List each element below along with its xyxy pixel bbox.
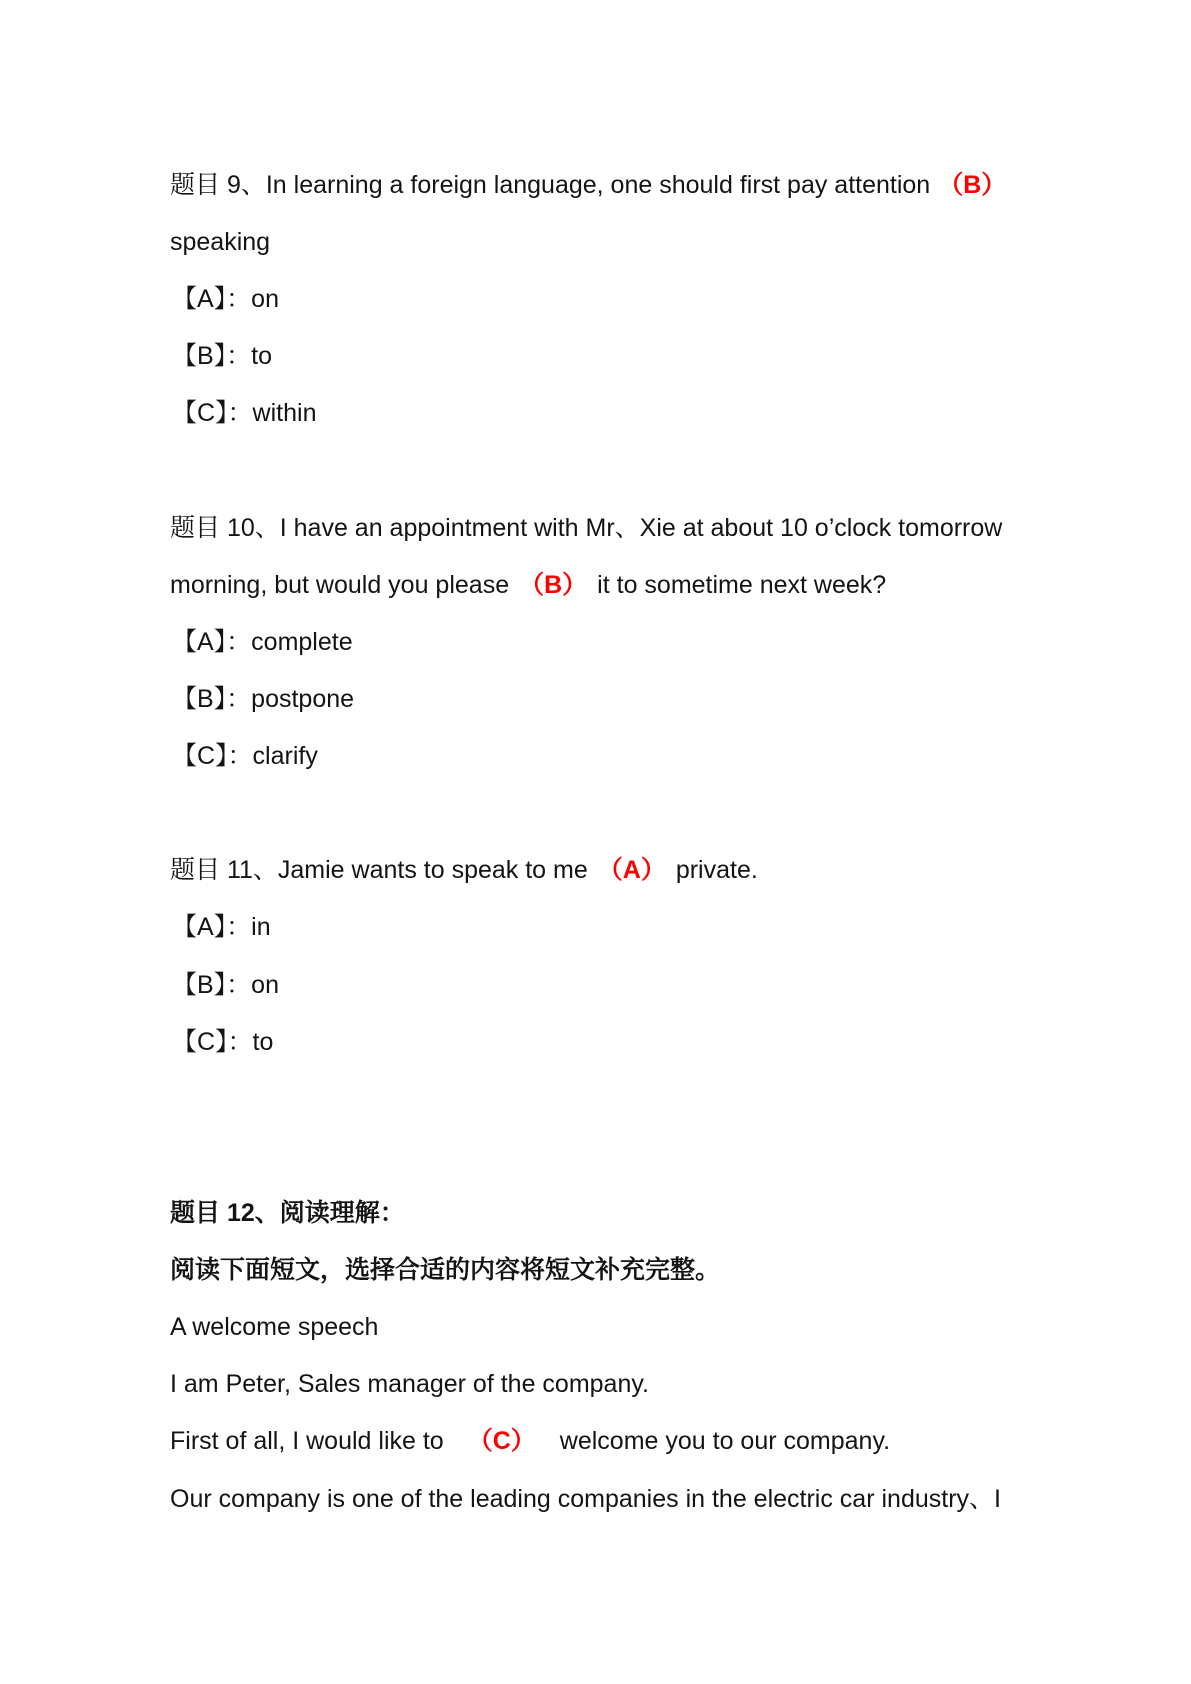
option-text: 【C】：to (172, 1027, 274, 1056)
option-text: 【B】：on (172, 970, 279, 999)
q10-stem-after: it to sometime next week? (597, 570, 887, 599)
passage-text-before: First of all, I would like to (170, 1427, 444, 1456)
option-text: 【A】：complete (172, 627, 353, 656)
q11-answer: （A） (597, 856, 666, 885)
q10-option-c (170, 728, 1160, 785)
option-text: 【B】：postpone (172, 684, 355, 713)
spacer (170, 443, 1160, 500)
q12-heading (170, 1185, 1160, 1242)
option-text: 【A】：on (172, 285, 279, 314)
q11-stem-before: 题目 11、Jamie wants to speak to me (170, 856, 588, 885)
passage-line-with-answer (170, 1413, 1160, 1470)
q9-stem-line1 (170, 157, 1160, 214)
q12-heading-text: 题目 12、阅读理解： (170, 1198, 405, 1227)
document-body (170, 157, 1160, 1528)
passage-title-text: A welcome speech (170, 1313, 379, 1342)
q10-option-a (170, 614, 1160, 671)
passage-line (170, 1356, 1160, 1413)
q12-instruction (170, 1242, 1160, 1299)
q12-instruction-text: 阅读下面短文，选择合适的内容将短文补充完整。 (170, 1256, 721, 1285)
spacer (170, 1071, 1160, 1128)
q9-stem-text: 题目 9、In learning a foreign language, one should first pay attention (170, 171, 931, 199)
q10-option-b (170, 671, 1160, 728)
q10-stem-line2 (170, 557, 1160, 614)
q9-option-a (170, 271, 1160, 328)
q9-answer: （B） (938, 171, 1007, 199)
q10-stem-before: morning, but would you please (170, 570, 510, 599)
option-text: 【B】：to (172, 342, 273, 371)
passage-line (170, 1471, 1160, 1528)
q9-option-b (170, 328, 1160, 385)
q10-stem-line1 (170, 500, 1160, 557)
q11-option-a (170, 899, 1160, 956)
option-text: 【A】：in (172, 913, 271, 942)
option-text: 【C】：within (172, 399, 317, 428)
q11-option-b (170, 957, 1160, 1014)
q11-stem-after: private. (675, 856, 758, 885)
q11-stem (170, 842, 1160, 899)
spacer (170, 1128, 1160, 1185)
q10-stem-text: 题目 10、I have an appointment with Mr、Xie at about 10 o’clock tomorrow (170, 513, 1003, 542)
passage-title (170, 1299, 1160, 1356)
spacer (170, 785, 1160, 842)
q9-stem-line2 (170, 214, 1160, 271)
option-text: 【C】：clarify (172, 742, 318, 771)
passage-text-after: welcome you to our company. (559, 1427, 891, 1456)
passage-text: Our company is one of the leading companies in the electric car industry、I (170, 1484, 1001, 1513)
q9-option-c (170, 385, 1160, 442)
q9-stem-continuation: speaking (170, 228, 271, 257)
q10-answer: （B） (519, 570, 588, 599)
passage-text: I am Peter, Sales manager of the company. (170, 1370, 649, 1399)
q11-option-c (170, 1014, 1160, 1071)
q12-answer: （C） (467, 1427, 536, 1456)
